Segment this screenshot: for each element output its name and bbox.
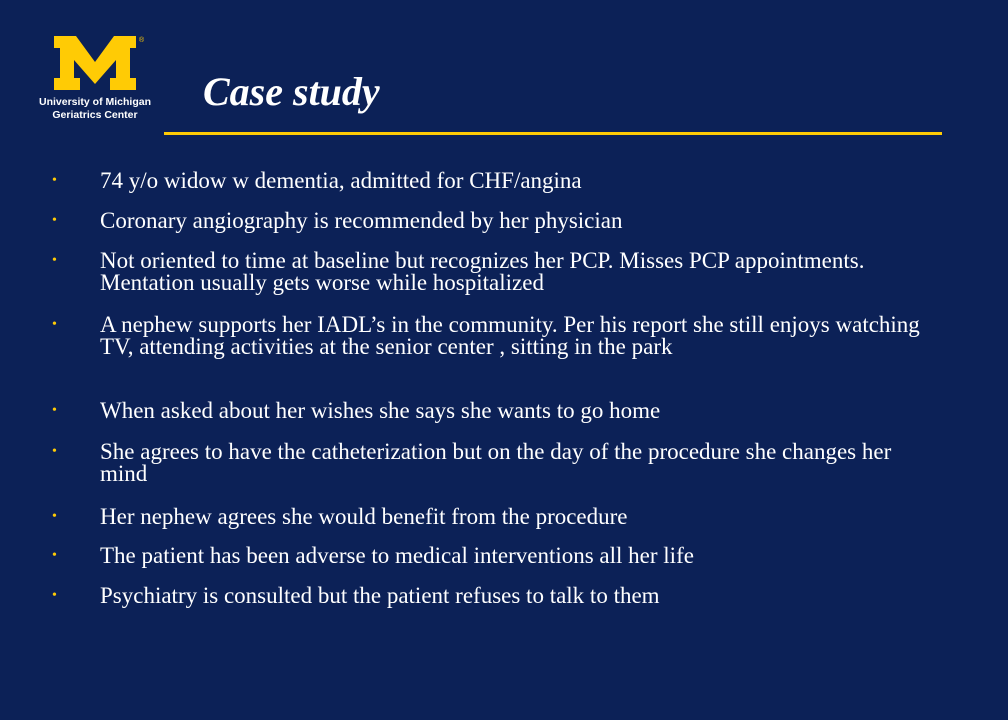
title-divider [164,132,942,135]
logo-university-name: University of Michigan [38,96,152,108]
bullet-icon: • [52,253,57,268]
bullet-text: 74 y/o widow w dementia, admitted for CHF/angina [100,168,582,193]
bullet-text: A nephew supports her IADL’s in the community. Per his report she still enjoys watching TV, attending activities at the senior center , sitting in the park [100,312,920,359]
bullet-icon: • [52,173,57,188]
bullet-text: The patient has been adverse to medical interventions all her life [100,543,694,568]
bullet-text: She agrees to have the catheterization but on the day of the procedure she changes her mind [100,439,892,486]
university-logo [30,32,160,124]
bullet-text: Coronary angiography is recommended by her physician [100,208,623,233]
svg-text:®: ® [139,37,145,44]
bullet-icon: • [52,317,57,332]
bullet-text: Psychiatry is consulted but the patient refuses to talk to them [100,583,660,608]
logo-center-name: Geriatrics Center [52,109,138,121]
bullet-text: Not oriented to time at baseline but recognizes her PCP. Misses PCP appointments. Mentation usually gets worse while hospitalized [100,248,865,295]
block-m-icon [30,32,160,92]
bullet-icon: • [52,213,57,228]
bullet-icon: • [52,403,57,418]
bullet-text: Her nephew agrees she would benefit from the procedure [100,504,628,529]
bullet-text: When asked about her wishes she says she wants to go home [100,398,661,423]
bullet-icon: • [52,444,57,459]
bullet-icon: • [52,548,57,563]
bullet-icon: • [52,588,57,603]
slide-title: Case study [203,69,380,114]
bullet-icon: • [52,509,57,524]
